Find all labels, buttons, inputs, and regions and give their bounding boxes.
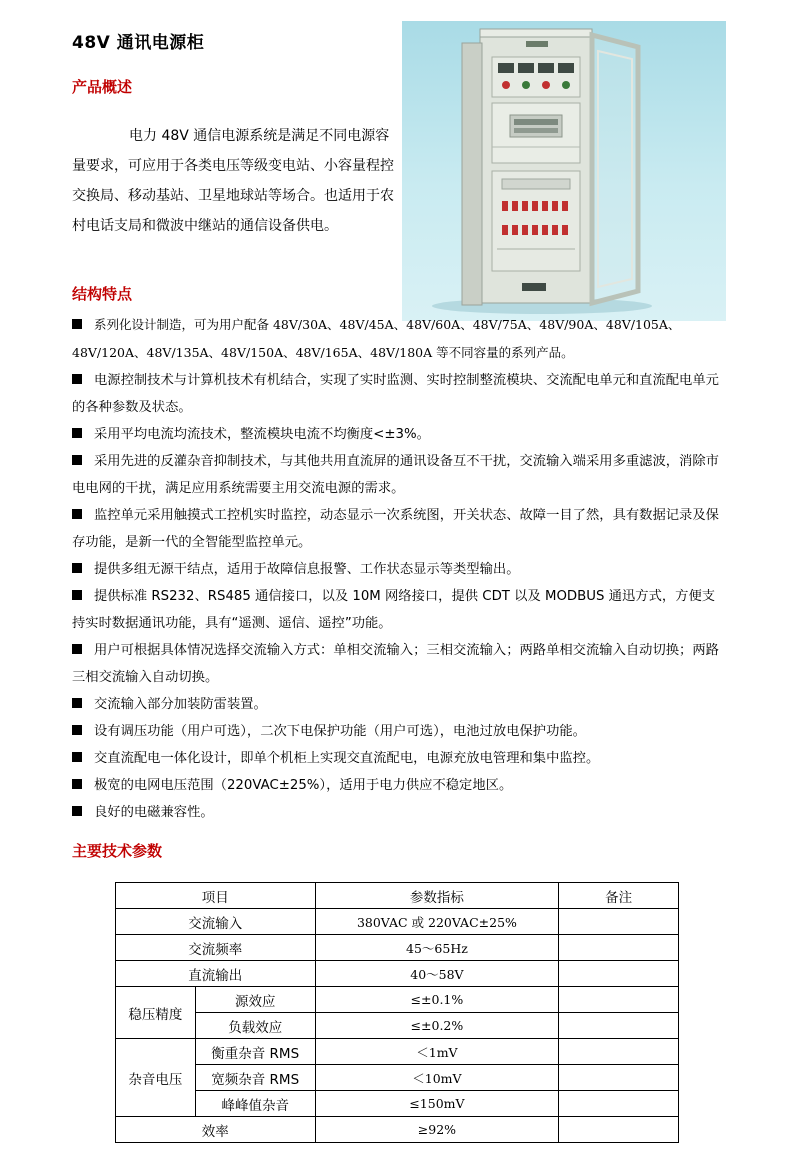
list-item: 用户可根据具体情况选择交流输入方式：单相交流输入；三相交流输入；两路单相交流输入自动切换；两路三相交流输入自动切换。 (72, 643, 719, 685)
list-item: 提供标准 RS232、RS485 通信接口，以及 10M 网络接口，提供 CDT 以及 MODBUS 通迅方式，方便支持实时数据通讯功能，具有“遥测、遥信、遥控”功能。 (72, 589, 716, 631)
square-bullet-icon (72, 455, 82, 465)
square-bullet-icon (72, 698, 82, 708)
square-bullet-icon (72, 319, 82, 329)
table-row: 杂音电压 衡重杂音 RMS ＜1mV (116, 1039, 679, 1065)
list-item: 交流输入部分加装防雷装置。 (72, 691, 728, 718)
table-header-row (116, 883, 679, 909)
list-item: 交直流配电一体化设计，即单个机柜上实现交直流配电，电源充放电管理和集中监控。 (72, 745, 728, 772)
table-row: 交流频率 45～65Hz (116, 935, 679, 961)
square-bullet-icon (72, 563, 82, 573)
square-bullet-icon (72, 806, 82, 816)
list-item: 提供多组无源干结点，适用于故障信息报警、工作状态显示等类型输出。 (72, 556, 728, 583)
square-bullet-icon (72, 752, 82, 762)
list-item: 采用先进的反灌杂音抑制技术，与其他共用直流屏的通讯设备互不干扰，交流输入端采用多重滤波，消除市电电网的干扰，满足应用系统需要主用交流电源的需求。 (72, 454, 719, 496)
square-bullet-icon (72, 428, 82, 438)
list-item: 系列化设计制造，可为用户配备 48V/30A、48V/45A、48V/60A、48V/75A、48V/90A、48V/105A、48V/120A、48V/135A、48V/150A、48V/165A、48V/180A 等不同容量的系列产品。 (72, 317, 681, 360)
features-list (72, 311, 728, 826)
list-item: 采用平均电流均流技术，整流模块电流不均衡度<±3%。 (72, 421, 728, 448)
square-bullet-icon (72, 779, 82, 789)
cabinet-illustration (402, 21, 726, 321)
overview-heading: 产品概述 (72, 78, 133, 96)
page-title: 48V 通讯电源柜 (72, 33, 205, 53)
square-bullet-icon (72, 374, 82, 384)
table-row: 负载效应 ≤±0.2% (116, 1013, 679, 1039)
params-heading: 主要技术参数 (72, 842, 163, 860)
list-item: 设有调压功能（用户可选），二次下电保护功能（用户可选），电池过放电保护功能。 (72, 718, 728, 745)
table-row: 稳压精度 源效应 ≤±0.1% (116, 987, 679, 1013)
table-row: 宽频杂音 RMS ＜10mV (116, 1065, 679, 1091)
square-bullet-icon (72, 644, 82, 654)
params-table (115, 882, 679, 1143)
table-row: 峰峰值杂音 ≤150mV (116, 1091, 679, 1117)
list-item: 电源控制技术与计算机技术有机结合，实现了实时监测、实时控制整流模块、交流配电单元和直流配电单元的各种参数及状态。 (72, 373, 719, 415)
square-bullet-icon (72, 509, 82, 519)
table-row: 交流输入 380VAC 或 220VAC±25% (116, 909, 679, 935)
square-bullet-icon (72, 725, 82, 735)
header-note: 备注 (559, 883, 679, 909)
square-bullet-icon (72, 590, 82, 600)
product-photo (402, 21, 726, 321)
header-value: 参数指标 (315, 883, 559, 909)
list-item: 监控单元采用触摸式工控机实时监控，动态显示一次系统图，开关状态、故障一目了然，具有数据记录及保存功能，是新一代的全智能型监控单元。 (72, 508, 719, 550)
list-item: 极宽的电网电压范围（220VAC±25%），适用于电力供应不稳定地区。 (72, 772, 728, 799)
table-row: 效率 ≥92% (116, 1117, 679, 1143)
header-item: 项目 (116, 883, 316, 909)
list-item: 良好的电磁兼容性。 (72, 799, 728, 826)
overview-text: 电力 48V 通信电源系统是满足不同电源容量要求，可应用于各类电压等级变电站、小容量程控交换局、移动基站、卫星地球站等场合。也适用于农村电话支局和微波中继站的通信设备供电。 (72, 128, 394, 234)
table-row: 直流输出 40～58V (116, 961, 679, 987)
features-heading: 结构特点 (72, 285, 133, 303)
